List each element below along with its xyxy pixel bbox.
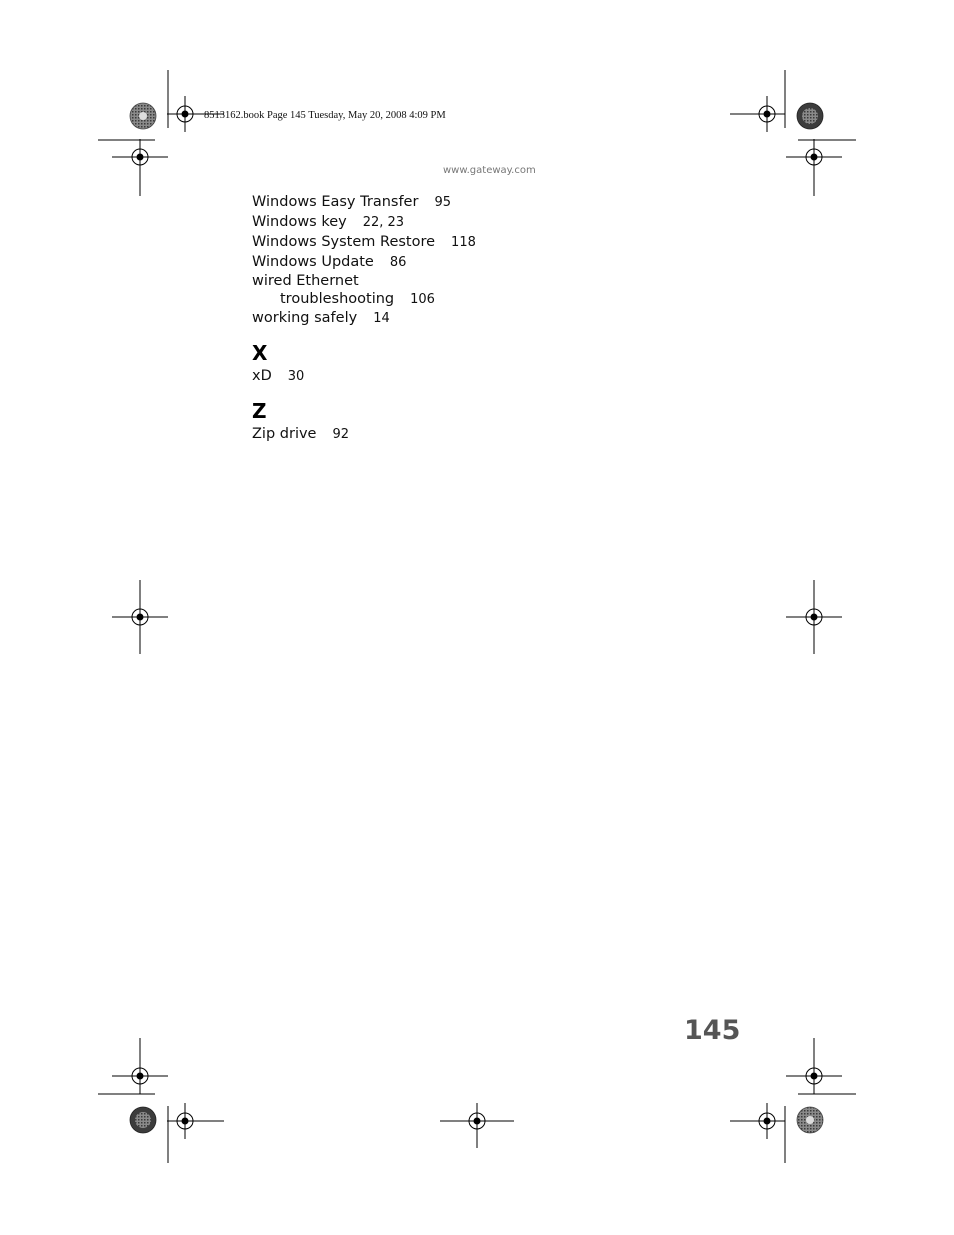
index-section-w	[252, 192, 476, 328]
index-term: Windows Update	[252, 254, 374, 270]
index-page-ref: 106	[410, 292, 435, 307]
index-subentry	[252, 290, 476, 308]
page-number: 145	[684, 1015, 741, 1046]
index-page-ref: 22, 23	[362, 215, 405, 230]
index-term: xD	[252, 368, 272, 384]
starburst-target-icon	[130, 103, 156, 129]
index-term: working safely	[252, 310, 358, 326]
running-header-url: www.gateway.com	[443, 165, 536, 176]
index-term: Windows Easy Transfer	[252, 194, 419, 210]
index-page-ref: 30	[287, 369, 305, 384]
starburst-target-icon	[130, 1107, 156, 1133]
index-page-ref: 86	[389, 255, 407, 270]
index-section-x	[252, 342, 476, 386]
starburst-target-icon	[797, 103, 823, 129]
print-slug: 8513162.book Page 145 Tuesday, May 20, 2008 4:09 PM	[204, 110, 446, 121]
index-column	[252, 192, 476, 444]
index-letter-heading: X	[252, 341, 268, 365]
index-entry	[252, 308, 476, 328]
index-entry	[252, 424, 476, 444]
index-page-ref: 95	[434, 195, 451, 210]
index-page-ref: 92	[332, 427, 350, 442]
index-term: Zip drive	[252, 426, 317, 442]
index-letter-heading: Z	[252, 399, 267, 423]
index-entry	[252, 192, 476, 212]
index-term: Windows System Restore	[252, 234, 436, 250]
index-entry	[252, 212, 476, 232]
index-page-ref: 14	[373, 311, 390, 326]
index-entry	[252, 366, 476, 386]
starburst-target-icon	[797, 1107, 823, 1133]
index-section-z	[252, 400, 476, 444]
index-entry	[252, 232, 476, 252]
index-entry	[252, 252, 476, 272]
index-term: wired Ethernet	[252, 273, 359, 289]
index-term: Windows key	[252, 214, 347, 230]
index-term: troubleshooting	[280, 291, 395, 307]
index-entry	[252, 272, 476, 290]
index-page-ref: 118	[451, 235, 476, 250]
